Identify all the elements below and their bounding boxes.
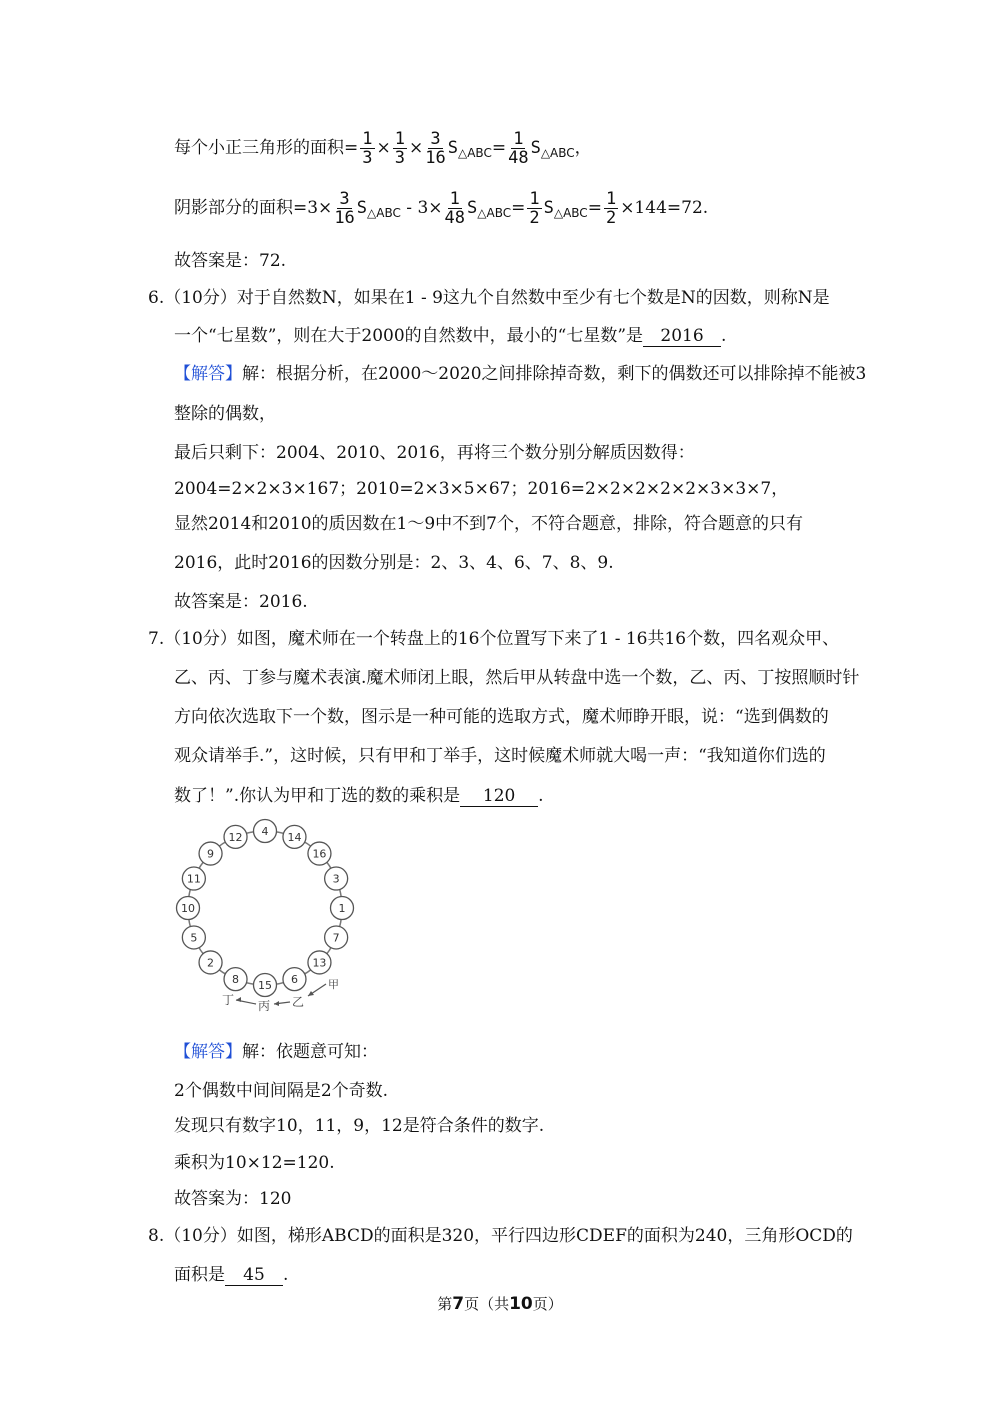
wheel-node-number: 13 [312, 956, 327, 970]
wheel-node-number: 15 [258, 979, 272, 992]
problem-number: 6. [148, 288, 165, 308]
number-wheel-figure [170, 818, 370, 1014]
solution-tag: 【解答】 [174, 1042, 242, 1062]
wheel-node [283, 968, 306, 991]
answer-blank: 120 [460, 786, 538, 807]
wheel-node-number: 5 [190, 931, 198, 945]
solution-line: 显然2014和2010的质因数在1～9中不到7个，不符合题意，排除，符合题意的只有 [174, 514, 803, 534]
wheel-node [182, 867, 205, 890]
fraction: $\frac{1}{2}$ [605, 189, 617, 228]
answer-blank: 45 [225, 1265, 283, 1286]
wheel-node-number: 6 [290, 973, 298, 987]
fraction: $\frac{1}{3}$ [394, 129, 405, 168]
page-total: 10 [509, 1294, 533, 1314]
wheel-node [182, 926, 205, 949]
wheel-node-number: 3 [332, 872, 340, 886]
problem-8-line2: 面积是 45 . [174, 1265, 289, 1285]
wheel-node [331, 897, 354, 920]
wheel-node [199, 951, 222, 974]
wheel-node [325, 867, 348, 890]
label-bing: 丙 [258, 999, 271, 1013]
solution-line: 【解答】解：根据分析，在2000～2020之间排除掉奇数，剩下的偶数还可以排除掉不能被3 [174, 364, 867, 384]
wheel-node-number: 1 [338, 902, 346, 915]
shaded-area-line: 阴影部分的面积=3× $\frac{3}{16}$ $S_{\triangle ABC} - 3\times$ $\frac{1}{48}$ $S_{\triangle ABC}=$ $\frac{1}{2}$ $S_{\triangle ABC}=$ $\frac{1}{2}$ ×144=72. [174, 189, 709, 228]
solution-line: 发现只有数字10，11，9，12是符合条件的数字. [174, 1116, 545, 1136]
answer-line: 故答案是：2016. [174, 592, 308, 612]
fraction: $\frac{1}{48}$ [508, 129, 529, 168]
wheel-node [254, 974, 277, 997]
wheel-node [177, 897, 200, 920]
fraction: $\frac{1}{3}$ [362, 129, 373, 168]
page-footer: 第7页（共10页） [437, 1294, 563, 1314]
solution-line: 2个偶数中间间隔是2个奇数. [174, 1081, 389, 1101]
problem-7-line2: 乙、丙、丁参与魔术表演.魔术师闭上眼，然后甲从转盘中选一个数，乙、丙、丁按照顺时针 [174, 668, 860, 688]
problem-7-line4: 观众请举手.”，这时候，只有甲和丁举手，这时候魔术师就大喝一声：“我知道你们选的 [174, 746, 826, 766]
wheel-node-number: 9 [207, 847, 215, 861]
fraction: $\frac{3}{16}$ [334, 189, 355, 228]
problem-7-line1: 7.（10分）如图，魔术师在一个转盘上的16个位置写下来了1 - 16共16个数，四名观众甲、 [148, 629, 840, 649]
label-yi: 乙 [292, 995, 305, 1009]
fraction: $\frac{1}{48}$ [444, 189, 465, 228]
wheel-node-number: 16 [312, 847, 327, 861]
problem-6-line1: 6.（10分）对于自然数N，如果在1 - 9这九个自然数中至少有七个数是N的因数，则称N是 [148, 288, 830, 308]
wheel-node [325, 926, 348, 949]
problem-number: 8. [148, 1226, 165, 1246]
solution-tag: 【解答】 [174, 364, 242, 384]
answer-blank: 2016 [643, 326, 721, 347]
wheel-node-number: 8 [232, 973, 240, 987]
wheel-node [199, 842, 222, 865]
problem-7-line3: 方向依次选取下一个数，图示是一种可能的选取方式，魔术师睁开眼，说：“选到偶数的 [174, 707, 829, 727]
solution-line: 乘积为10×12=120. [174, 1153, 335, 1173]
wheel-node [224, 825, 247, 848]
solution-line: 【解答】解：依题意可知： [174, 1042, 378, 1062]
small-triangle-area-line: 每个小正三角形的面积= $\frac{1}{3}$ × $\frac{1}{3}$ × $\frac{3}{16}$ $S_{\triangle ABC}=$ $\frac{1}{48}$ $S_{\triangle ABC}$， [174, 129, 592, 168]
solution-line: 2016，此时2016的因数分别是：2、3、4、6、7、8、9. [174, 553, 614, 573]
wheel-node-number: 12 [228, 830, 243, 844]
wheel-node [308, 951, 331, 974]
solution-line: 2004=2×2×3×167；2010=2×3×5×67；2016=2×2×2×2×2×3×3×7， [174, 479, 789, 499]
solution-line: 最后只剩下：2004、2010、2016，再将三个数分别分解质因数得： [174, 443, 695, 463]
answer-line: 故答案为：120 [174, 1189, 292, 1209]
wheel-node-number: 4 [261, 825, 269, 838]
arrow-head [308, 991, 314, 996]
problem-8-line1: 8.（10分）如图，梯形ABCD的面积是320，平行四边形CDEF的面积为240，三角形OCD的 [148, 1226, 853, 1246]
wheel-node-number: 7 [332, 931, 340, 945]
page-number: 7 [452, 1294, 465, 1314]
fraction: $\frac{3}{16}$ [425, 129, 446, 168]
wheel-node-number: 10 [181, 902, 195, 915]
wheel-node [254, 820, 277, 843]
wheel-node [308, 842, 331, 865]
label-ding: 丁 [222, 993, 235, 1007]
problem-number: 7. [148, 629, 165, 649]
wheel-node-number: 2 [207, 956, 215, 970]
fraction: $\frac{1}{2}$ [529, 189, 540, 228]
answer-line: 故答案是：72. [174, 251, 287, 271]
arrow-head [236, 997, 241, 1002]
wheel-node-number: 11 [186, 872, 201, 886]
wheel-node [224, 968, 247, 991]
problem-7-line5: 数了！”.你认为甲和丁选的数的乘积是 120 . [174, 786, 544, 806]
solution-line: 整除的偶数， [174, 404, 276, 424]
wheel-node-number: 14 [287, 830, 302, 844]
label-jia: 甲 [328, 978, 339, 991]
wheel-node [283, 825, 306, 848]
problem-6-line2: 一个“七星数”，则在大于2000的自然数中，最小的“七星数”是 2016 . [174, 326, 727, 346]
